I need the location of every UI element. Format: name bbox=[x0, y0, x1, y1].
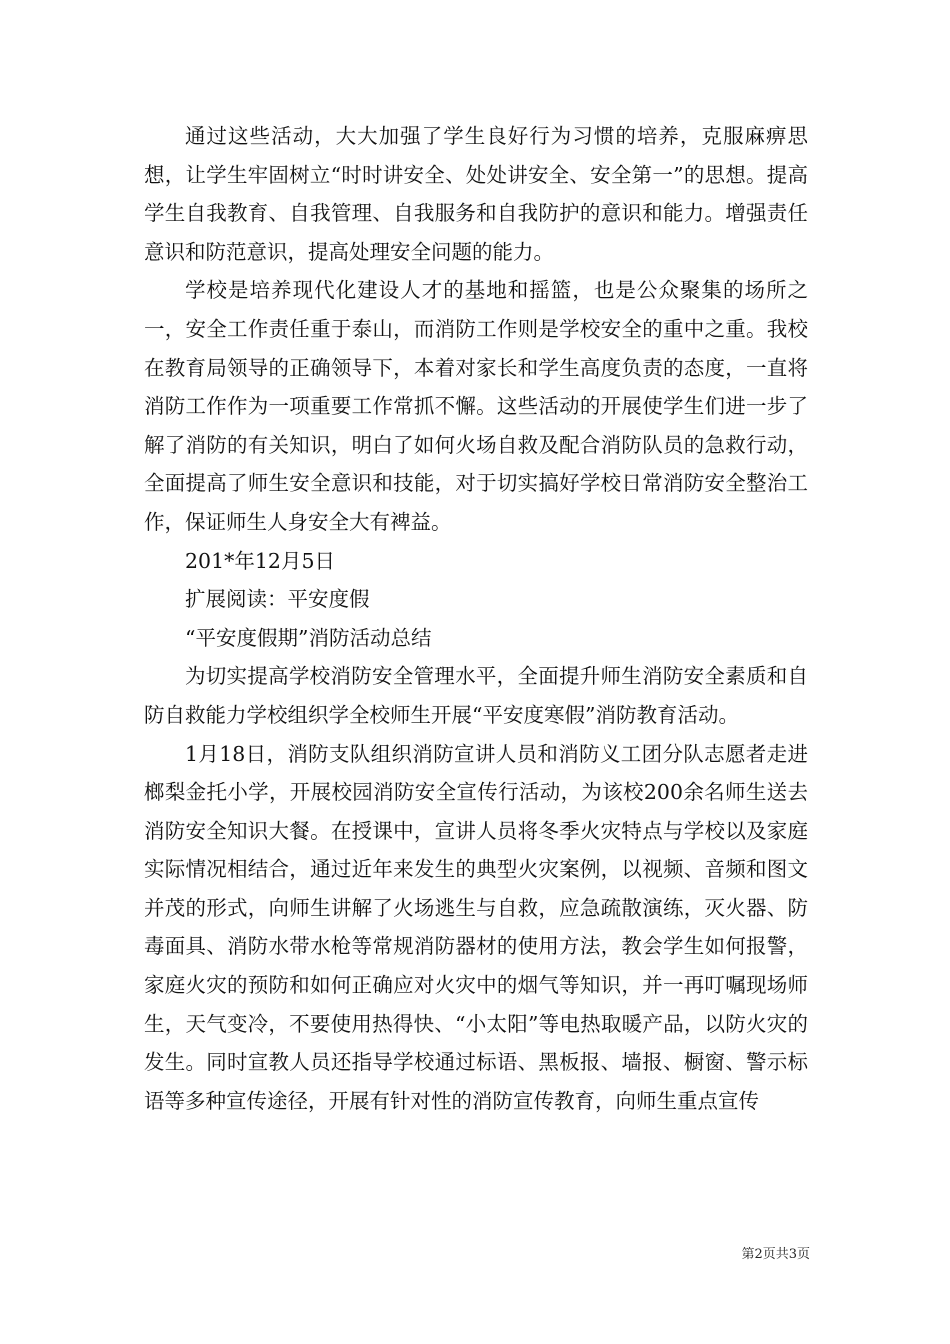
paragraph-school-safety: 学校是培养现代化建设人才的基地和摇篮，也是公众聚集的场所之一，安全工作责任重于泰山，而消防工作则是学校安全的重中之重。我校在教育局领导的正确领导下，本着对家长和学生高度负责的态度，一直将消防工作作为一项重要工作常抓不懈。这些活动的开展使学生们进一步了解了消防的有关知识，明白了如何火场自救及配合消防队员的急救行动，全面提高了师生安全意识和技能，对于切实搞好学校日常消防安全整治工作，保证师生人身安全大有裨益。 bbox=[144, 278, 808, 534]
extended-reading-label: 扩展阅读：平安度假 bbox=[185, 587, 370, 612]
paragraph-intro: 为切实提高学校消防安全管理水平，全面提升师生消防安全素质和自防自救能力学校组织学全校师生开展“平安度寒假”消防教育活动。 bbox=[144, 664, 808, 727]
paragraph-activities-summary: 通过这些活动，大大加强了学生良好行为习惯的培养，克服麻痹思想，让学生牢固树立“时时讲安全、处处讲安全、安全第一”的思想。提高学生自我教育、自我管理、自我服务和自我防护的意识和能力。增强责任意识和防范意识，提高处理安全问题的能力。 bbox=[144, 124, 808, 264]
section-title: “平安度假期”消防活动总结 bbox=[185, 625, 432, 650]
document-body bbox=[144, 117, 808, 1120]
paragraph-event-details: 1月18日，消防支队组织消防宣讲人员和消防义工团分队志愿者走进榔梨金托小学，开展校园消防安全宣传行活动，为该校200余名师生送去消防安全知识大餐。在授课中，宣讲人员将冬季火灾特点与学校以及家庭实际情况相结合，通过近年来发生的典型火灾案例，以视频、音频和图文并茂的形式，向师生讲解了火场逃生与自救，应急疏散演练，灭火器、防毒面具、消防水带水枪等常规消防器材的使用方法，教会学生如何报警，家庭火灾的预防和如何正确应对火灾中的烟气等知识，并一再叮嘱现场师生，天气变冷，不要使用热得快、“小太阳”等电热取暖产品，以防火灾的发生。同时宣教人员还指导学校通过标语、黑板报、墙报、橱窗、警示标语等多种宣传途径，开展有针对性的消防宣传教育，向师生重点宣传 bbox=[144, 741, 808, 1113]
page-number: 第2页共3页 bbox=[741, 1247, 810, 1262]
document-date: 201*年12月5日 bbox=[185, 548, 336, 573]
